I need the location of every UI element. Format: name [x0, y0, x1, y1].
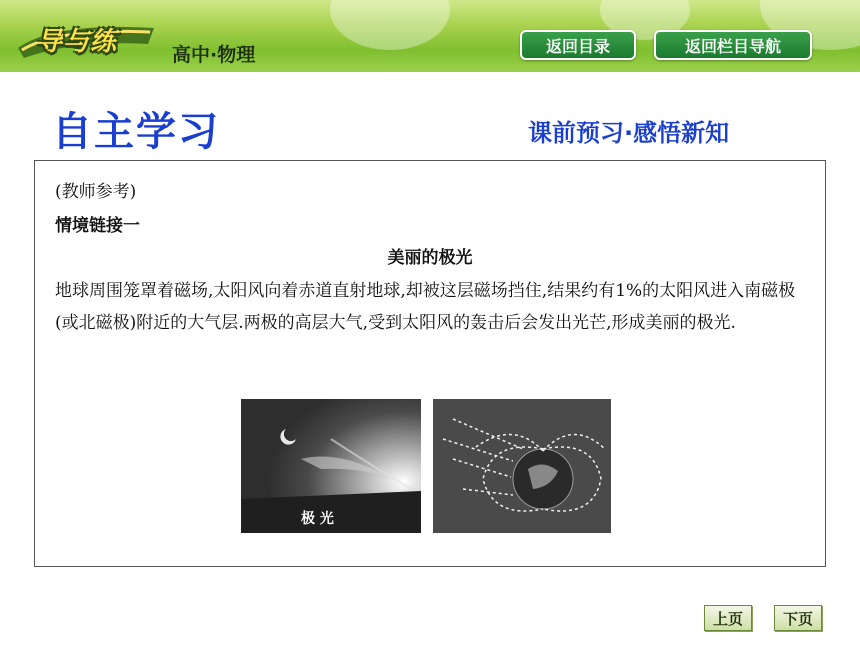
back-to-contents-button[interactable]	[520, 30, 636, 60]
subject-label: 高中·物理	[172, 44, 256, 66]
passage-title: 美丽的极光	[387, 248, 473, 268]
passage-text: 地球周围笼罩着磁场,太阳风向着赤道直射地球,却被这层磁场挡住,结果约有1%的太阳风进入南磁极(或北磁极)附近的大气层.两极的高层大气,受到太阳风的轰击后会发出光芒,形成美丽的极光.	[55, 281, 796, 333]
aurora-photo	[241, 399, 421, 533]
next-page-button[interactable]	[774, 605, 822, 631]
banner-glow	[330, 0, 450, 50]
content-box	[34, 160, 826, 567]
header-banner	[0, 0, 860, 72]
back-to-section-nav-label: 返回栏目导航	[684, 36, 781, 56]
prev-page-label: 上页	[712, 609, 743, 628]
back-to-contents-label: 返回目录	[545, 36, 610, 56]
aurora-caption: 极 光	[301, 511, 334, 527]
logo-text: 导与练	[36, 27, 118, 57]
magnetosphere-diagram	[433, 399, 611, 533]
back-to-section-nav-button[interactable]	[654, 30, 812, 60]
teacher-note: (教师参考)	[55, 182, 137, 202]
prev-page-button[interactable]	[704, 605, 752, 631]
section-title: 自主学习	[52, 109, 220, 155]
magnetosphere-image	[433, 399, 611, 533]
brand-logo	[14, 18, 162, 62]
context-heading: 情境链接一	[55, 216, 140, 236]
section-subtitle: 课前预习·感悟新知	[528, 119, 730, 147]
aurora-image	[241, 399, 421, 533]
next-page-label: 下页	[782, 609, 813, 628]
